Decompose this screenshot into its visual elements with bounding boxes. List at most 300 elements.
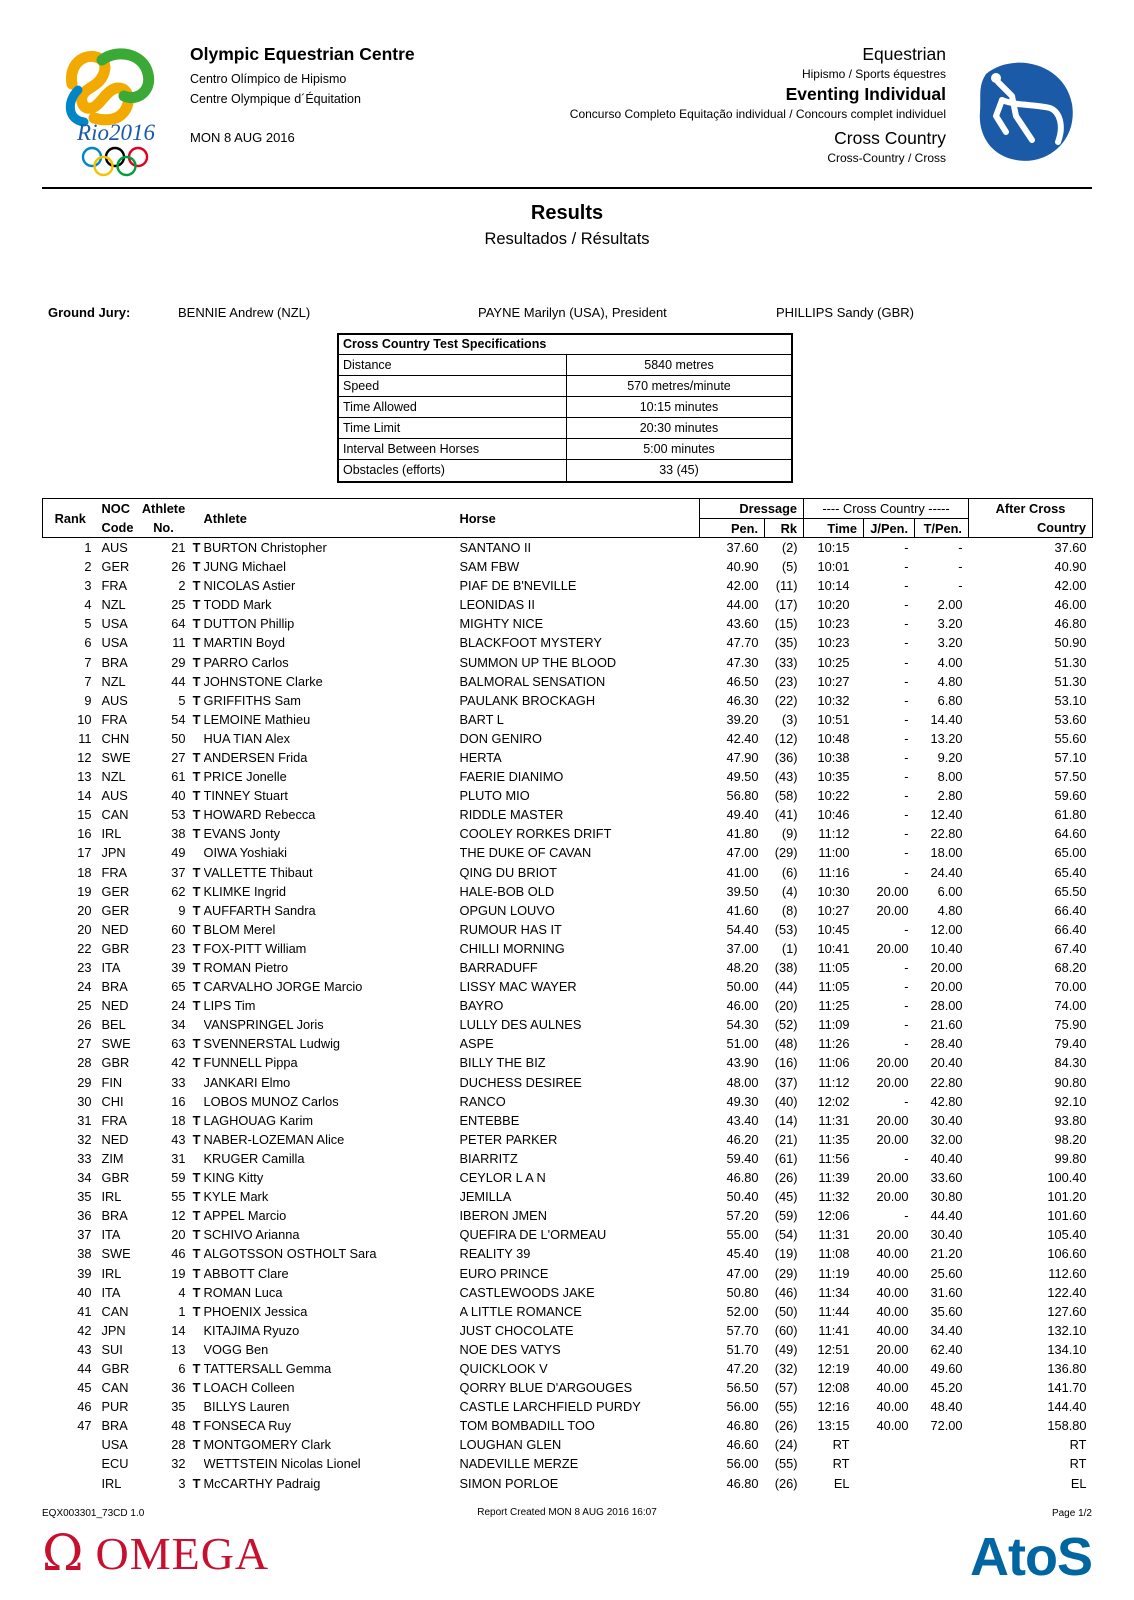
cell-dressage-rk: (54) — [774, 1227, 798, 1243]
cell-dressage-pen: 39.20 — [726, 711, 759, 727]
col-after-cross-2: Country — [969, 519, 1093, 538]
table-row — [43, 901, 1093, 920]
cell-athlete-no: 21 — [171, 540, 186, 555]
cell-xc-time: 11:31 — [818, 1227, 850, 1243]
cell-athlete-name: OIWA Yoshiaki — [203, 845, 287, 861]
cell-dressage-pen: 57.70 — [726, 1322, 759, 1338]
cell-rank: 38 — [77, 1246, 92, 1262]
cell-rank: 45 — [77, 1380, 92, 1396]
cell-xc-time: 10:35 — [817, 769, 850, 785]
cell-dressage-pen: 55.00 — [726, 1227, 759, 1243]
cell-after-cross: 79.40 — [1054, 1036, 1087, 1052]
cell-noc: NED — [101, 998, 129, 1014]
cell-horse: COOLEY RORKES DRIFT — [459, 826, 612, 842]
cell-xc-time: 11:32 — [818, 1189, 850, 1205]
cell-jump-pen: - — [904, 616, 909, 632]
cell-dressage-pen: 50.40 — [726, 1189, 759, 1205]
table-row — [43, 1073, 1093, 1092]
cell-dressage-rk: (29) — [774, 1265, 798, 1281]
cell-rank: 12 — [77, 749, 92, 765]
cell-team-flag — [190, 1073, 204, 1092]
table-row — [43, 1397, 1093, 1416]
cell-horse: IBERON JMEN — [459, 1208, 547, 1224]
cell-athlete-no: 62 — [171, 883, 186, 899]
cell-noc: BRA — [101, 1208, 128, 1224]
cell-after-cross: 51.30 — [1054, 673, 1087, 689]
cell-dressage-rk: (2) — [781, 540, 798, 555]
cell-after-cross: 68.20 — [1054, 960, 1087, 976]
spec-key: Speed — [339, 376, 567, 396]
cell-athlete-no: 12 — [171, 1208, 186, 1224]
cell-after-cross: 65.40 — [1054, 864, 1087, 880]
results-body — [43, 538, 1093, 1493]
cell-athlete-name: FUNNELL Pippa — [203, 1055, 298, 1071]
cell-time-pen: 3.20 — [937, 635, 963, 651]
cell-time-pen: 14.40 — [930, 711, 963, 727]
cell-dressage-pen: 48.00 — [726, 1074, 759, 1090]
cell-noc: CAN — [101, 1380, 129, 1396]
cell-dressage-pen: 46.30 — [726, 692, 759, 708]
cell-athlete-name: HUA TIAN Alex — [203, 730, 291, 746]
cell-after-cross: 57.50 — [1054, 769, 1087, 785]
cell-athlete-name: VALLETTE Thibaut — [203, 864, 313, 880]
cell-xc-time: 11:19 — [818, 1265, 850, 1281]
cell-noc: ITA — [101, 1284, 121, 1300]
cell-after-cross: 101.60 — [1047, 1208, 1087, 1224]
cell-rank: 15 — [77, 807, 92, 823]
cell-team-flag: T — [192, 597, 201, 613]
cell-time-pen: 2.80 — [937, 788, 963, 804]
cell-after-cross: 50.90 — [1054, 635, 1087, 651]
cell-athlete-no: 14 — [171, 1322, 186, 1338]
cell-after-cross: 57.10 — [1054, 749, 1087, 765]
cell-athlete-name: TODD Mark — [203, 597, 272, 613]
cell-time-pen: 30.40 — [930, 1227, 963, 1243]
event-name-sub: Concurso Completo Equitação individual / Concours complet individuel — [569, 107, 946, 121]
cell-athlete-name: TATTERSALL Gemma — [203, 1360, 332, 1376]
cell-xc-time: 10:38 — [817, 749, 850, 765]
cell-noc: GER — [101, 902, 130, 918]
cell-rank: 26 — [77, 1017, 92, 1033]
cell-after-cross: 53.10 — [1054, 692, 1087, 708]
cell-athlete-name: BLOM Merel — [203, 921, 276, 937]
cell-xc-time: 10:14 — [817, 578, 850, 594]
cell-rank: 2 — [84, 559, 92, 575]
cell-time-pen: 24.40 — [930, 864, 963, 880]
cell-athlete-no: 40 — [171, 788, 186, 804]
cell-jump-pen: - — [904, 559, 909, 575]
cell-rank: 25 — [77, 998, 92, 1014]
cell-time-pen: 49.60 — [930, 1360, 963, 1376]
cell-athlete-name: ROMAN Luca — [203, 1284, 283, 1300]
cell-rank: 17 — [77, 845, 92, 861]
page-number: Page 1/2 — [1051, 1508, 1092, 1519]
cell-xc-time: 12:02 — [817, 1093, 850, 1109]
cell-athlete-no: 44 — [171, 673, 186, 689]
cell-athlete-no: 6 — [178, 1360, 186, 1376]
cell-horse: PAULANK BROCKAGH — [459, 692, 596, 708]
cell-noc: NED — [101, 921, 129, 937]
cell-time-pen: 35.60 — [930, 1303, 963, 1319]
cell-horse: HALE-BOB OLD — [459, 883, 555, 899]
cell-horse: JEMILLA — [459, 1189, 512, 1205]
cell-dressage-pen: 47.90 — [726, 749, 759, 765]
table-row — [43, 1206, 1093, 1225]
cell-athlete-name: PRICE Jonelle — [203, 769, 287, 785]
spec-row — [339, 439, 791, 460]
cell-athlete-name: VOGG Ben — [203, 1341, 269, 1357]
cell-rank: 13 — [77, 769, 92, 785]
event-date: MON 8 AUG 2016 — [190, 130, 295, 145]
table-row — [43, 614, 1093, 633]
cell-team-flag: T — [192, 1227, 201, 1243]
cell-after-cross: 92.10 — [1054, 1093, 1087, 1109]
cell-rank: 20 — [77, 902, 92, 918]
cell-xc-time: 10:23 — [817, 616, 850, 632]
cell-team-flag: T — [192, 998, 201, 1014]
cell-athlete-no: 19 — [171, 1265, 186, 1281]
cell-dressage-pen: 42.40 — [726, 730, 759, 746]
cell-athlete-name: PARRO Carlos — [203, 654, 289, 670]
cell-athlete-no: 11 — [172, 635, 186, 651]
venue-name-pt: Centro Olímpico de Hipismo — [190, 72, 347, 86]
spec-key: Time Allowed — [339, 397, 567, 417]
table-row — [43, 1187, 1093, 1206]
cell-dressage-pen: 50.00 — [726, 979, 759, 995]
cell-team-flag: T — [192, 940, 201, 956]
cell-horse: QORRY BLUE D'ARGOUGES — [459, 1380, 633, 1396]
cell-horse: A LITTLE ROMANCE — [459, 1303, 582, 1319]
cell-rank: 1 — [84, 540, 92, 555]
cell-athlete-name: ANDERSEN Frida — [203, 749, 308, 765]
cell-horse: HERTA — [459, 749, 502, 765]
cell-time-pen: 22.80 — [930, 826, 963, 842]
cell-athlete-no: 35 — [171, 1399, 186, 1415]
cell-time-pen: 22.80 — [930, 1074, 963, 1090]
table-row — [43, 1149, 1093, 1168]
spec-row — [339, 397, 791, 418]
cell-jump-pen: - — [904, 921, 909, 937]
cell-xc-time: 12:19 — [817, 1360, 850, 1376]
cell-athlete-name: FONSECA Ruy — [203, 1418, 291, 1434]
cell-jump-pen: - — [904, 979, 909, 995]
cell-rank: 44 — [77, 1360, 92, 1376]
cell-xc-time: 10:25 — [817, 654, 850, 670]
cell-rank: 7 — [84, 654, 92, 670]
cell-time-pen: 28.40 — [930, 1036, 963, 1052]
cell-dressage-pen: 52.00 — [726, 1303, 759, 1319]
jury-member-2: PAYNE Marilyn (USA), President — [478, 305, 667, 320]
cell-dressage-pen: 46.00 — [726, 998, 759, 1014]
cell-noc: GBR — [101, 1055, 130, 1071]
cell-horse: BILLY THE BIZ — [459, 1055, 546, 1071]
cell-after-cross: 144.40 — [1047, 1399, 1087, 1415]
cell-noc: IRL — [101, 1475, 122, 1491]
cell-dressage-rk: (23) — [774, 673, 798, 689]
cell-athlete-no: 34 — [171, 1017, 186, 1033]
event-name: Eventing Individual — [785, 84, 946, 104]
cell-dressage-rk: (33) — [774, 654, 798, 670]
cell-xc-time: 11:56 — [818, 1150, 850, 1166]
cell-xc-time: 10:48 — [817, 730, 850, 746]
cell-dressage-rk: (50) — [774, 1303, 798, 1319]
cell-rank: 28 — [77, 1055, 92, 1071]
table-row — [43, 557, 1093, 576]
cell-horse: BARRADUFF — [459, 960, 538, 976]
cell-noc: NED — [101, 1131, 129, 1147]
cell-noc: CAN — [101, 1303, 129, 1319]
cell-noc: IRL — [101, 826, 122, 842]
cell-time-pen: 30.40 — [930, 1112, 963, 1128]
cell-horse: LISSY MAC WAYER — [459, 979, 577, 995]
cell-athlete-name: BILLYS Lauren — [203, 1399, 290, 1415]
cell-team-flag: T — [192, 540, 201, 555]
cell-after-cross: 67.40 — [1054, 940, 1087, 956]
cell-team-flag — [190, 1397, 204, 1416]
cell-after-cross: 158.80 — [1047, 1418, 1087, 1434]
cell-athlete-no: 37 — [171, 864, 186, 880]
omega-icon: Ω — [42, 1524, 84, 1582]
cell-team-flag: T — [192, 1303, 201, 1319]
cell-noc: FRA — [101, 711, 128, 727]
cell-horse: DON GENIRO — [459, 730, 542, 746]
table-row — [43, 996, 1093, 1015]
cell-jump-pen: - — [904, 540, 909, 555]
cell-noc: JPN — [101, 1322, 126, 1338]
cell-rank — [43, 1474, 98, 1493]
cell-xc-time: 10:22 — [817, 788, 850, 804]
cell-jump-pen: 40.00 — [876, 1380, 909, 1396]
cell-xc-time: 12:16 — [817, 1399, 850, 1415]
cell-time-pen: 10.40 — [930, 940, 963, 956]
cell-dressage-pen: 41.60 — [726, 902, 759, 918]
cell-team-flag: T — [192, 1112, 201, 1128]
cell-dressage-pen: 50.80 — [726, 1284, 759, 1300]
cell-team-flag — [190, 1092, 204, 1111]
cell-rank: 43 — [77, 1341, 92, 1357]
col-dressage: Dressage — [700, 499, 804, 519]
col-jpen: J/Pen. — [864, 519, 915, 538]
table-row — [43, 843, 1093, 862]
cell-dressage-pen: 47.30 — [726, 654, 759, 670]
cell-jump-pen: - — [904, 578, 909, 594]
cell-horse: TOM BOMBADILL TOO — [459, 1418, 595, 1434]
cell-athlete-name: KITAJIMA Ryuzo — [203, 1322, 300, 1338]
cell-noc: GER — [101, 559, 130, 575]
cell-dressage-rk: (3) — [781, 711, 798, 727]
table-row — [43, 1244, 1093, 1263]
cell-athlete-no: 23 — [171, 940, 186, 956]
cell-after-cross: 141.70 — [1047, 1380, 1087, 1396]
cell-dressage-pen: 46.80 — [726, 1418, 759, 1434]
sport-name-sub: Hipismo / Sports équestres — [801, 67, 946, 81]
cell-rank: 14 — [77, 788, 92, 804]
col-pen: Pen. — [700, 519, 765, 538]
cell-noc: SWE — [101, 1246, 131, 1262]
cell-rank: 19 — [77, 883, 92, 899]
col-athlete-no: Athlete — [138, 499, 190, 519]
cell-team-flag: T — [192, 654, 201, 670]
cell-athlete-name: BURTON Christopher — [203, 540, 327, 555]
cell-dressage-rk: (19) — [774, 1246, 798, 1262]
cell-team-flag: T — [192, 788, 201, 804]
venue-name-fr: Centre Olympique d´Équitation — [190, 92, 361, 106]
cell-xc-time: EL — [833, 1475, 850, 1491]
cell-dressage-rk: (60) — [774, 1322, 798, 1338]
cell-athlete-name: JOHNSTONE Clarke — [203, 673, 323, 689]
cell-dressage-pen: 46.50 — [726, 673, 759, 689]
cell-dressage-rk: (22) — [774, 692, 798, 708]
cell-rank: 29 — [77, 1074, 92, 1090]
spec-value: 570 metres/minute — [627, 379, 731, 393]
cell-dressage-rk: (21) — [774, 1131, 798, 1147]
cell-team-flag: T — [192, 559, 201, 575]
cell-dressage-rk: (24) — [774, 1437, 798, 1453]
cell-athlete-no: 27 — [171, 749, 186, 765]
cell-team-flag: T — [192, 692, 201, 708]
cell-after-cross: 66.40 — [1054, 921, 1087, 937]
cell-horse: SIMON PORLOE — [459, 1475, 559, 1491]
cell-rank: 27 — [77, 1036, 92, 1052]
cell-team-flag: T — [192, 1360, 201, 1376]
table-row — [43, 1283, 1093, 1302]
cell-athlete-name: NABER-LOZEMAN Alice — [203, 1131, 345, 1147]
table-row — [43, 1053, 1093, 1072]
cell-athlete-name: WETTSTEIN Nicolas Lionel — [203, 1456, 361, 1472]
cell-horse: NOE DES VATYS — [459, 1341, 561, 1357]
cell-athlete-no: 65 — [171, 979, 186, 995]
cell-dressage-rk: (14) — [774, 1112, 798, 1128]
event-block — [570, 44, 946, 168]
cell-after-cross: 74.00 — [1054, 998, 1087, 1014]
cell-horse: ENTEBBE — [459, 1112, 520, 1128]
cell-time-pen: 25.60 — [930, 1265, 963, 1281]
cell-horse: JUST CHOCOLATE — [459, 1322, 574, 1338]
cell-athlete-name: MONTGOMERY Clark — [203, 1437, 332, 1453]
cell-noc: AUS — [101, 540, 128, 555]
spec-row — [339, 355, 791, 376]
cell-jump-pen: - — [904, 769, 909, 785]
cell-jump-pen: - — [904, 749, 909, 765]
table-row — [43, 1130, 1093, 1149]
cell-noc: CHN — [101, 730, 130, 746]
cell-athlete-name: LAGHOUAG Karim — [203, 1112, 314, 1128]
cell-noc: GER — [101, 883, 130, 899]
table-row — [43, 576, 1093, 595]
cell-after-cross: 122.40 — [1047, 1284, 1087, 1300]
cell-after-cross: 106.60 — [1047, 1246, 1087, 1262]
cell-xc-time: 11:08 — [818, 1246, 850, 1262]
cell-athlete-name: MARTIN Boyd — [203, 635, 286, 651]
cell-dressage-pen: 39.50 — [726, 883, 759, 899]
cell-xc-time: 11:12 — [818, 826, 850, 842]
cell-athlete-no: 38 — [171, 826, 186, 842]
cell-dressage-rk: (35) — [774, 635, 798, 651]
cell-athlete-name: KLIMKE Ingrid — [203, 883, 287, 899]
cell-rank: 46 — [77, 1399, 92, 1415]
cell-athlete-no: 32 — [171, 1456, 186, 1472]
cell-team-flag: T — [192, 1475, 201, 1491]
cell-dressage-rk: (43) — [774, 769, 798, 785]
rio2016-wordmark: Rio2016 — [77, 120, 155, 145]
cell-team-flag: T — [192, 807, 201, 823]
cell-horse: FAERIE DIANIMO — [459, 769, 564, 785]
cell-jump-pen: 40.00 — [876, 1418, 909, 1434]
cell-athlete-no: 1 — [178, 1303, 186, 1319]
cell-horse: LOUGHAN GLEN — [459, 1437, 562, 1453]
col-rk: Rk — [765, 519, 804, 538]
cell-after-cross: 99.80 — [1054, 1150, 1087, 1166]
cell-athlete-no: 28 — [171, 1437, 186, 1453]
cell-after-cross: 55.60 — [1054, 730, 1087, 746]
cell-rank: 34 — [77, 1170, 92, 1186]
cell-team-flag: T — [192, 1189, 201, 1205]
cell-dressage-rk: (49) — [774, 1341, 798, 1357]
cell-dressage-pen: 49.30 — [726, 1093, 759, 1109]
cell-athlete-no: 16 — [171, 1093, 186, 1109]
cell-dressage-rk: (1) — [781, 940, 798, 956]
cell-horse: EURO PRINCE — [459, 1265, 549, 1281]
cell-rank: 35 — [77, 1189, 92, 1205]
cell-horse: QUICKLOOK V — [459, 1360, 548, 1376]
cell-xc-time: 10:15 — [817, 540, 850, 555]
cell-after-cross: 127.60 — [1047, 1303, 1087, 1319]
cell-noc: BEL — [101, 1017, 126, 1033]
cell-jump-pen: 40.00 — [876, 1265, 909, 1281]
cell-noc: SUI — [101, 1341, 123, 1357]
cell-dressage-rk: (40) — [774, 1093, 798, 1109]
cell-time-pen: - — [958, 578, 963, 594]
cell-jump-pen: - — [904, 711, 909, 727]
cell-time-pen: 45.20 — [930, 1380, 963, 1396]
cell-noc: ITA — [101, 1227, 121, 1243]
cell-rank: 9 — [84, 692, 92, 708]
cell-rank: 30 — [77, 1093, 92, 1109]
cell-horse: RANCO — [459, 1093, 506, 1109]
cell-jump-pen: 40.00 — [876, 1303, 909, 1319]
cell-horse: LEONIDAS II — [459, 597, 535, 613]
page-subtitle: Resultados / Résultats — [484, 230, 650, 248]
cell-dressage-rk: (46) — [774, 1284, 798, 1300]
phase-name-sub: Cross-Country / Cross — [827, 151, 946, 165]
table-row — [43, 805, 1093, 824]
cell-jump-pen: - — [904, 1036, 909, 1052]
cell-after-cross: 98.20 — [1054, 1131, 1087, 1147]
cell-after-cross: 70.00 — [1054, 979, 1087, 995]
cell-noc: IRL — [101, 1265, 122, 1281]
cell-dressage-pen: 56.00 — [726, 1399, 759, 1415]
cell-dressage-pen: 51.70 — [726, 1341, 759, 1357]
table-row — [43, 538, 1093, 558]
cell-xc-time: 11:25 — [818, 998, 850, 1014]
cell-noc: USA — [101, 616, 128, 632]
cell-noc: FRA — [101, 1112, 128, 1128]
cell-athlete-name: VANSPRINGEL Joris — [203, 1017, 324, 1033]
cell-time-pen: 12.40 — [930, 807, 963, 823]
cell-after-cross: 93.80 — [1054, 1112, 1087, 1128]
cell-jump-pen: 20.00 — [876, 1341, 909, 1357]
cell-rank — [43, 1435, 98, 1454]
cell-dressage-pen: 46.60 — [726, 1437, 759, 1453]
cell-team-flag: T — [192, 826, 201, 842]
cell-dressage-rk: (36) — [774, 749, 798, 765]
cell-horse: NADEVILLE MERZE — [459, 1456, 579, 1472]
cell-after-cross: 132.10 — [1047, 1322, 1087, 1338]
cell-xc-time: 10:32 — [817, 692, 850, 708]
equestrian-pictogram-icon — [972, 56, 1076, 166]
cell-horse: RIDDLE MASTER — [459, 807, 564, 823]
spec-row — [339, 376, 791, 397]
